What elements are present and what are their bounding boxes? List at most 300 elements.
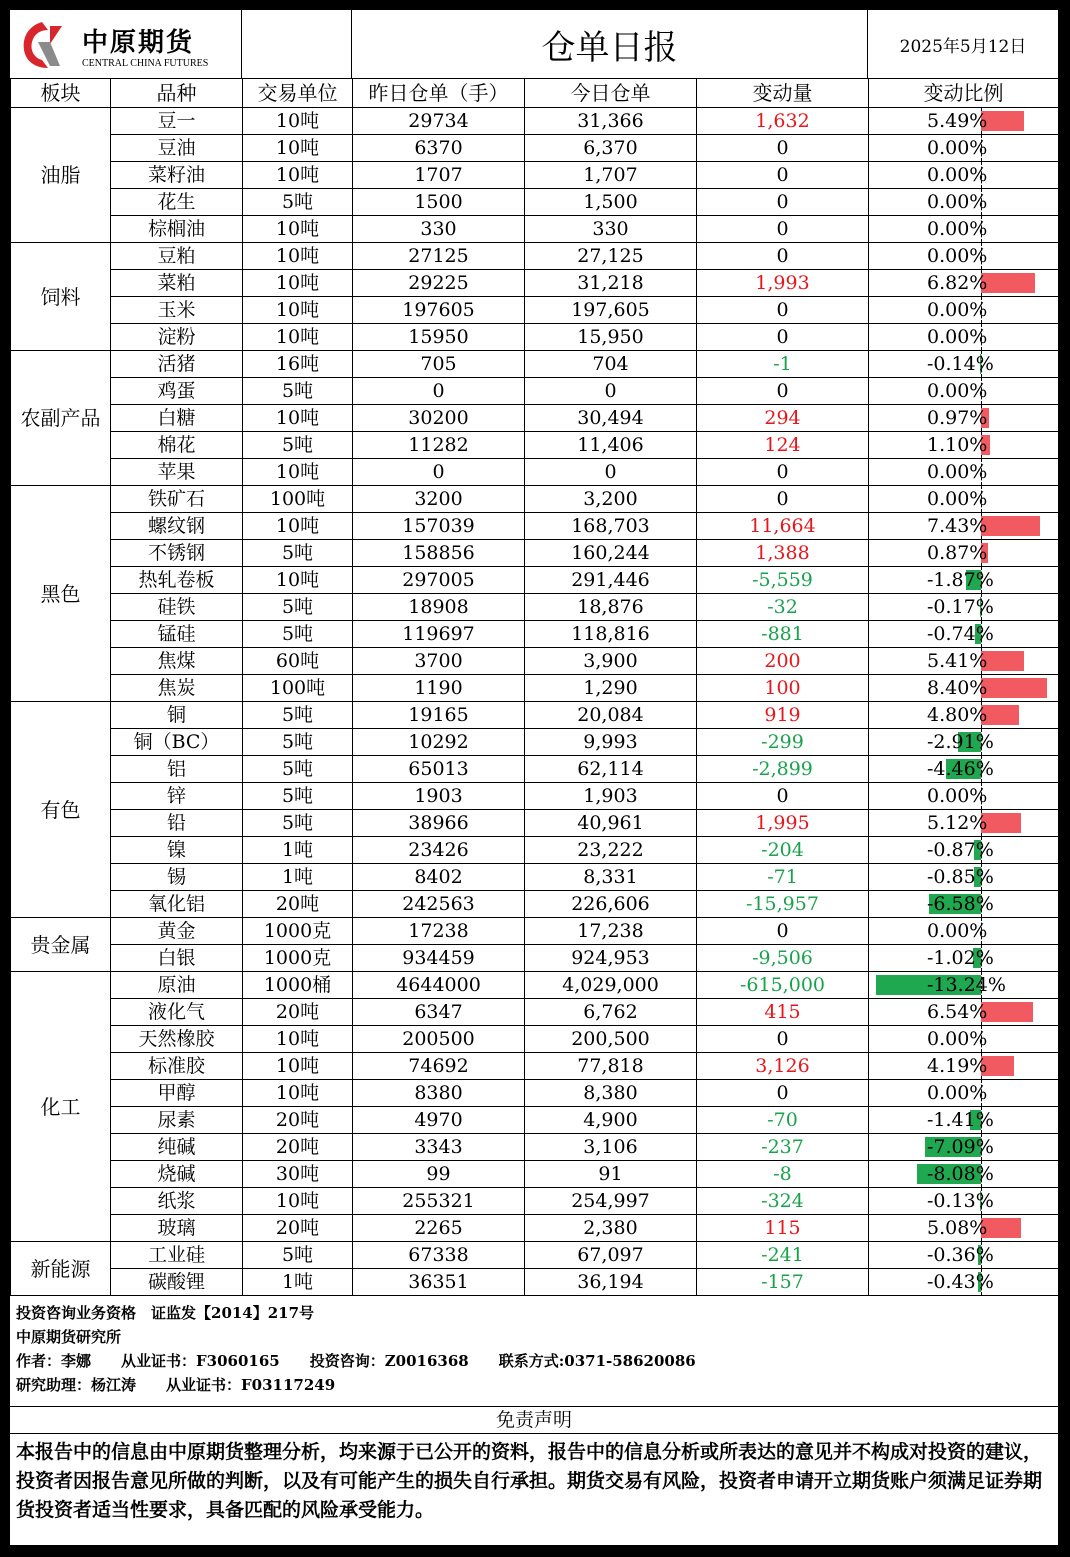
pct-text: 0.87% [927, 542, 988, 564]
unit-cell: 10吨 [243, 1188, 353, 1215]
unit-cell: 5吨 [243, 621, 353, 648]
pct-text: 0.00% [927, 245, 988, 267]
table-row [11, 513, 1059, 540]
prev-receipt-cell: 255321 [353, 1188, 525, 1215]
prev-receipt-cell: 119697 [353, 621, 525, 648]
table-row [11, 405, 1059, 432]
item-cell: 白银 [111, 945, 243, 972]
table-row [11, 1134, 1059, 1161]
pct-cell [869, 1134, 1059, 1161]
item-cell: 焦煤 [111, 648, 243, 675]
pct-data-bar [981, 516, 1040, 536]
unit-cell: 10吨 [243, 135, 353, 162]
pct-cell [869, 810, 1059, 837]
unit-cell: 1吨 [243, 837, 353, 864]
unit-cell: 10吨 [243, 270, 353, 297]
item-cell: 不锈钢 [111, 540, 243, 567]
today-receipt-cell: 6,762 [525, 999, 697, 1026]
prev-receipt-cell: 4644000 [353, 972, 525, 999]
unit-cell: 5吨 [243, 189, 353, 216]
pct-text: -6.58% [927, 893, 994, 915]
unit-cell: 10吨 [243, 459, 353, 486]
pct-text: 0.00% [927, 1082, 988, 1104]
unit-cell: 5吨 [243, 594, 353, 621]
today-receipt-cell: 200,500 [525, 1026, 697, 1053]
pct-cell [869, 405, 1059, 432]
change-cell: -71 [697, 864, 869, 891]
logo-chinese-text: 中原期货 [82, 28, 195, 58]
item-cell: 铜 [111, 702, 243, 729]
pct-text: 8.40% [927, 677, 988, 699]
unit-cell: 5吨 [243, 756, 353, 783]
item-cell: 菜粕 [111, 270, 243, 297]
unit-cell: 1000克 [243, 918, 353, 945]
table-row [11, 729, 1059, 756]
pct-cell [869, 648, 1059, 675]
pct-cell [869, 999, 1059, 1026]
prev-receipt-cell: 8402 [353, 864, 525, 891]
today-receipt-cell: 1,707 [525, 162, 697, 189]
pct-data-bar [981, 813, 1021, 833]
prev-receipt-cell: 11282 [353, 432, 525, 459]
prev-receipt-cell: 1190 [353, 675, 525, 702]
pct-text: -1.41% [927, 1109, 994, 1131]
item-cell: 豆油 [111, 135, 243, 162]
pct-text: 7.43% [927, 515, 988, 537]
today-receipt-cell: 3,200 [525, 486, 697, 513]
today-receipt-cell: 9,993 [525, 729, 697, 756]
pct-data-bar [981, 1218, 1021, 1238]
change-cell: -70 [697, 1107, 869, 1134]
change-cell: 0 [697, 324, 869, 351]
today-receipt-cell: 31,218 [525, 270, 697, 297]
today-receipt-cell: 291,446 [525, 567, 697, 594]
table-row [11, 891, 1059, 918]
pct-cell [869, 1161, 1059, 1188]
col-header-sector: 板块 [11, 79, 111, 108]
item-cell: 黄金 [111, 918, 243, 945]
pct-cell [869, 135, 1059, 162]
table-row [11, 594, 1059, 621]
unit-cell: 1吨 [243, 1269, 353, 1296]
pct-text: 0.00% [927, 1028, 988, 1050]
item-cell: 纯碱 [111, 1134, 243, 1161]
prev-receipt-cell: 67338 [353, 1242, 525, 1269]
change-cell: -237 [697, 1134, 869, 1161]
today-receipt-cell: 1,290 [525, 675, 697, 702]
today-receipt-cell: 6,370 [525, 135, 697, 162]
today-receipt-cell: 20,084 [525, 702, 697, 729]
pct-text: -0.36% [927, 1244, 994, 1266]
today-receipt-cell: 330 [525, 216, 697, 243]
unit-cell: 10吨 [243, 297, 353, 324]
table-row [11, 1269, 1059, 1296]
sector-cell: 农副产品 [11, 351, 111, 486]
pct-cell [869, 189, 1059, 216]
item-cell: 铝 [111, 756, 243, 783]
table-row [11, 675, 1059, 702]
pct-data-bar [981, 1002, 1033, 1022]
prev-receipt-cell: 99 [353, 1161, 525, 1188]
table-row [11, 1215, 1059, 1242]
prev-receipt-cell: 197605 [353, 297, 525, 324]
prev-receipt-cell: 1707 [353, 162, 525, 189]
pct-cell [869, 270, 1059, 297]
pct-text: 6.54% [927, 1001, 988, 1023]
unit-cell: 10吨 [243, 162, 353, 189]
change-cell: -15,957 [697, 891, 869, 918]
item-cell: 纸浆 [111, 1188, 243, 1215]
prev-receipt-cell: 74692 [353, 1053, 525, 1080]
pct-cell [869, 162, 1059, 189]
col-header-unit: 交易单位 [243, 79, 353, 108]
report-title: 仓单日报 [352, 10, 868, 78]
unit-cell: 10吨 [243, 567, 353, 594]
item-cell: 棕榈油 [111, 216, 243, 243]
item-cell: 鸡蛋 [111, 378, 243, 405]
change-cell: 0 [697, 243, 869, 270]
pct-cell [869, 351, 1059, 378]
table-row [11, 837, 1059, 864]
item-cell: 玉米 [111, 297, 243, 324]
unit-cell: 30吨 [243, 1161, 353, 1188]
pct-text: 5.49% [927, 110, 988, 132]
pct-cell [869, 486, 1059, 513]
unit-cell: 100吨 [243, 486, 353, 513]
pct-cell [869, 1242, 1059, 1269]
change-cell: 200 [697, 648, 869, 675]
pct-cell [869, 783, 1059, 810]
pct-cell [869, 729, 1059, 756]
pct-cell [869, 702, 1059, 729]
prev-receipt-cell: 18908 [353, 594, 525, 621]
today-receipt-cell: 168,703 [525, 513, 697, 540]
sector-cell: 黑色 [11, 486, 111, 702]
prev-receipt-cell: 23426 [353, 837, 525, 864]
prev-receipt-cell: 29734 [353, 108, 525, 135]
prev-receipt-cell: 38966 [353, 810, 525, 837]
unit-cell: 1000克 [243, 945, 353, 972]
today-receipt-cell: 1,500 [525, 189, 697, 216]
item-cell: 铁矿石 [111, 486, 243, 513]
today-receipt-cell: 2,380 [525, 1215, 697, 1242]
pct-text: -2.91% [927, 731, 994, 753]
pct-cell [869, 1107, 1059, 1134]
change-cell: 0 [697, 216, 869, 243]
unit-cell: 16吨 [243, 351, 353, 378]
item-cell: 硅铁 [111, 594, 243, 621]
change-cell: 0 [697, 162, 869, 189]
pct-cell [869, 243, 1059, 270]
change-cell: -1 [697, 351, 869, 378]
table-row [11, 270, 1059, 297]
change-cell: -204 [697, 837, 869, 864]
pct-cell [869, 945, 1059, 972]
pct-cell [869, 513, 1059, 540]
today-receipt-cell: 18,876 [525, 594, 697, 621]
item-cell: 天然橡胶 [111, 1026, 243, 1053]
item-cell: 苹果 [111, 459, 243, 486]
today-receipt-cell: 1,903 [525, 783, 697, 810]
pct-cell [869, 972, 1059, 999]
pct-text: -1.02% [927, 947, 994, 969]
table-row [11, 945, 1059, 972]
prev-receipt-cell: 65013 [353, 756, 525, 783]
table-row [11, 378, 1059, 405]
change-cell: -615,000 [697, 972, 869, 999]
pct-text: -7.09% [927, 1136, 994, 1158]
change-cell: 0 [697, 189, 869, 216]
pct-cell [869, 567, 1059, 594]
change-cell: -2,899 [697, 756, 869, 783]
table-row [11, 999, 1059, 1026]
report-sheet [10, 10, 1058, 1545]
logo-cell [10, 10, 242, 78]
today-receipt-cell: 77,818 [525, 1053, 697, 1080]
pct-text: -0.85% [927, 866, 994, 888]
change-cell: 0 [697, 1026, 869, 1053]
pct-cell [869, 432, 1059, 459]
table-row [11, 540, 1059, 567]
item-cell: 锰硅 [111, 621, 243, 648]
change-cell: 100 [697, 675, 869, 702]
col-header-prev: 昨日仓单（手） [353, 79, 525, 108]
table-row [11, 756, 1059, 783]
prev-receipt-cell: 10292 [353, 729, 525, 756]
prev-receipt-cell: 29225 [353, 270, 525, 297]
footer [10, 1298, 1058, 1545]
change-cell: -299 [697, 729, 869, 756]
unit-cell: 5吨 [243, 432, 353, 459]
header-blank-cell [242, 10, 352, 78]
disclaimer-body: 本报告中的信息由中原期货整理分析，均来源于已公开的资料，报告中的信息分析或所表达的意见并不构成对投资的建议，投资者因报告意见所做的判断，以及有可能产生的损失自行承担。期货交易有风险，投资者申请开立期货账户须满足证券期货投资者适当性要求，具备匹配的风险承受能力。 [16, 1441, 1043, 1521]
unit-cell: 5吨 [243, 540, 353, 567]
today-receipt-cell: 62,114 [525, 756, 697, 783]
sector-cell: 化工 [11, 972, 111, 1242]
pct-text: 0.00% [927, 380, 988, 402]
change-cell: 0 [697, 783, 869, 810]
pct-text: 5.12% [927, 812, 988, 834]
item-cell: 镍 [111, 837, 243, 864]
table-header-row [11, 79, 1059, 108]
unit-cell: 10吨 [243, 405, 353, 432]
change-cell: 919 [697, 702, 869, 729]
table-row [11, 1188, 1059, 1215]
prev-receipt-cell: 0 [353, 378, 525, 405]
today-receipt-cell: 254,997 [525, 1188, 697, 1215]
warehouse-receipt-table [10, 78, 1058, 1296]
unit-cell: 10吨 [243, 108, 353, 135]
change-cell: 0 [697, 1080, 869, 1107]
unit-cell: 10吨 [243, 513, 353, 540]
pct-text: 0.00% [927, 785, 988, 807]
today-receipt-cell: 67,097 [525, 1242, 697, 1269]
pct-cell [869, 216, 1059, 243]
table-row [11, 972, 1059, 999]
pct-text: -8.08% [927, 1163, 994, 1185]
item-cell: 锌 [111, 783, 243, 810]
prev-receipt-cell: 27125 [353, 243, 525, 270]
pct-cell [869, 459, 1059, 486]
change-cell: 11,664 [697, 513, 869, 540]
change-cell: -5,559 [697, 567, 869, 594]
prev-receipt-cell: 1903 [353, 783, 525, 810]
table-row [11, 810, 1059, 837]
table-body [11, 108, 1059, 1296]
change-cell: 294 [697, 405, 869, 432]
unit-cell: 5吨 [243, 783, 353, 810]
change-cell: 0 [697, 486, 869, 513]
pct-cell [869, 1215, 1059, 1242]
unit-cell: 100吨 [243, 675, 353, 702]
table-row [11, 432, 1059, 459]
item-cell: 螺纹钢 [111, 513, 243, 540]
today-receipt-cell: 0 [525, 378, 697, 405]
item-cell: 白糖 [111, 405, 243, 432]
pct-cell [869, 1080, 1059, 1107]
unit-cell: 5吨 [243, 810, 353, 837]
prev-receipt-cell: 3343 [353, 1134, 525, 1161]
today-receipt-cell: 8,380 [525, 1080, 697, 1107]
item-cell: 豆一 [111, 108, 243, 135]
pct-text: 0.00% [927, 191, 988, 213]
today-receipt-cell: 704 [525, 351, 697, 378]
unit-cell: 1吨 [243, 864, 353, 891]
change-cell: -881 [697, 621, 869, 648]
table-row [11, 1080, 1059, 1107]
prev-receipt-cell: 15950 [353, 324, 525, 351]
change-cell: -157 [697, 1269, 869, 1296]
today-receipt-cell: 27,125 [525, 243, 697, 270]
change-cell: 1,995 [697, 810, 869, 837]
item-cell: 原油 [111, 972, 243, 999]
disclaimer-title: 免责声明 [10, 1406, 1058, 1434]
prev-receipt-cell: 200500 [353, 1026, 525, 1053]
col-header-change: 变动量 [697, 79, 869, 108]
item-cell: 棉花 [111, 432, 243, 459]
pct-cell [869, 1188, 1059, 1215]
table-row [11, 783, 1059, 810]
prev-receipt-cell: 36351 [353, 1269, 525, 1296]
pct-text: -0.43% [927, 1271, 994, 1293]
table-row [11, 135, 1059, 162]
item-cell: 花生 [111, 189, 243, 216]
change-cell: 0 [697, 378, 869, 405]
pct-cell [869, 756, 1059, 783]
pct-text: 6.82% [927, 272, 988, 294]
pct-cell [869, 108, 1059, 135]
prev-receipt-cell: 19165 [353, 702, 525, 729]
item-cell: 活猪 [111, 351, 243, 378]
prev-receipt-cell: 330 [353, 216, 525, 243]
unit-cell: 5吨 [243, 378, 353, 405]
unit-cell: 20吨 [243, 999, 353, 1026]
footer-assistant: 研究助理：杨江涛 从业证书：F03117249 [16, 1376, 336, 1394]
change-cell: 3,126 [697, 1053, 869, 1080]
unit-cell: 10吨 [243, 216, 353, 243]
pct-text: -13.24% [927, 974, 1006, 996]
change-cell: 115 [697, 1215, 869, 1242]
sector-cell: 新能源 [11, 1242, 111, 1296]
pct-cell [869, 675, 1059, 702]
pct-text: 0.00% [927, 920, 988, 942]
today-receipt-cell: 31,366 [525, 108, 697, 135]
pct-cell [869, 540, 1059, 567]
change-cell: 1,632 [697, 108, 869, 135]
footer-qualification: 投资咨询业务资格 证监发【2014】217号 [16, 1304, 315, 1322]
prev-receipt-cell: 934459 [353, 945, 525, 972]
table-row [11, 108, 1059, 135]
pct-text: 5.41% [927, 650, 988, 672]
sector-cell: 有色 [11, 702, 111, 918]
pct-text: -0.17% [927, 596, 994, 618]
pct-text: -0.87% [927, 839, 994, 861]
pct-data-bar [981, 651, 1024, 671]
table-row [11, 918, 1059, 945]
col-header-today: 今日仓单 [525, 79, 697, 108]
table-row [11, 216, 1059, 243]
change-cell: 0 [697, 918, 869, 945]
today-receipt-cell: 36,194 [525, 1269, 697, 1296]
table-row [11, 1026, 1059, 1053]
change-cell: 124 [697, 432, 869, 459]
table-row [11, 1161, 1059, 1188]
col-header-pct: 变动比例 [869, 79, 1059, 108]
pct-data-bar [981, 273, 1035, 293]
prev-receipt-cell: 8380 [353, 1080, 525, 1107]
pct-text: 4.19% [927, 1055, 988, 1077]
prev-receipt-cell: 6370 [353, 135, 525, 162]
today-receipt-cell: 924,953 [525, 945, 697, 972]
today-receipt-cell: 17,238 [525, 918, 697, 945]
today-receipt-cell: 11,406 [525, 432, 697, 459]
pct-text: 1.10% [927, 434, 988, 456]
table-row [11, 189, 1059, 216]
pct-text: 5.08% [927, 1217, 988, 1239]
unit-cell: 1000桶 [243, 972, 353, 999]
unit-cell: 20吨 [243, 1107, 353, 1134]
unit-cell: 10吨 [243, 1053, 353, 1080]
change-cell: 1,993 [697, 270, 869, 297]
item-cell: 铅 [111, 810, 243, 837]
today-receipt-cell: 40,961 [525, 810, 697, 837]
today-receipt-cell: 0 [525, 459, 697, 486]
today-receipt-cell: 226,606 [525, 891, 697, 918]
prev-receipt-cell: 158856 [353, 540, 525, 567]
sector-cell: 贵金属 [11, 918, 111, 972]
prev-receipt-cell: 1500 [353, 189, 525, 216]
today-receipt-cell: 3,900 [525, 648, 697, 675]
today-receipt-cell: 3,106 [525, 1134, 697, 1161]
prev-receipt-cell: 0 [353, 459, 525, 486]
item-cell: 工业硅 [111, 1242, 243, 1269]
change-cell: -9,506 [697, 945, 869, 972]
unit-cell: 5吨 [243, 729, 353, 756]
pct-cell [869, 1269, 1059, 1296]
item-cell: 菜籽油 [111, 162, 243, 189]
today-receipt-cell: 30,494 [525, 405, 697, 432]
pct-text: -0.74% [927, 623, 994, 645]
change-cell: -324 [697, 1188, 869, 1215]
pct-text: 0.00% [927, 164, 988, 186]
table-row [11, 459, 1059, 486]
pct-cell [869, 837, 1059, 864]
today-receipt-cell: 197,605 [525, 297, 697, 324]
unit-cell: 10吨 [243, 324, 353, 351]
pct-cell [869, 378, 1059, 405]
prev-receipt-cell: 6347 [353, 999, 525, 1026]
pct-cell [869, 918, 1059, 945]
